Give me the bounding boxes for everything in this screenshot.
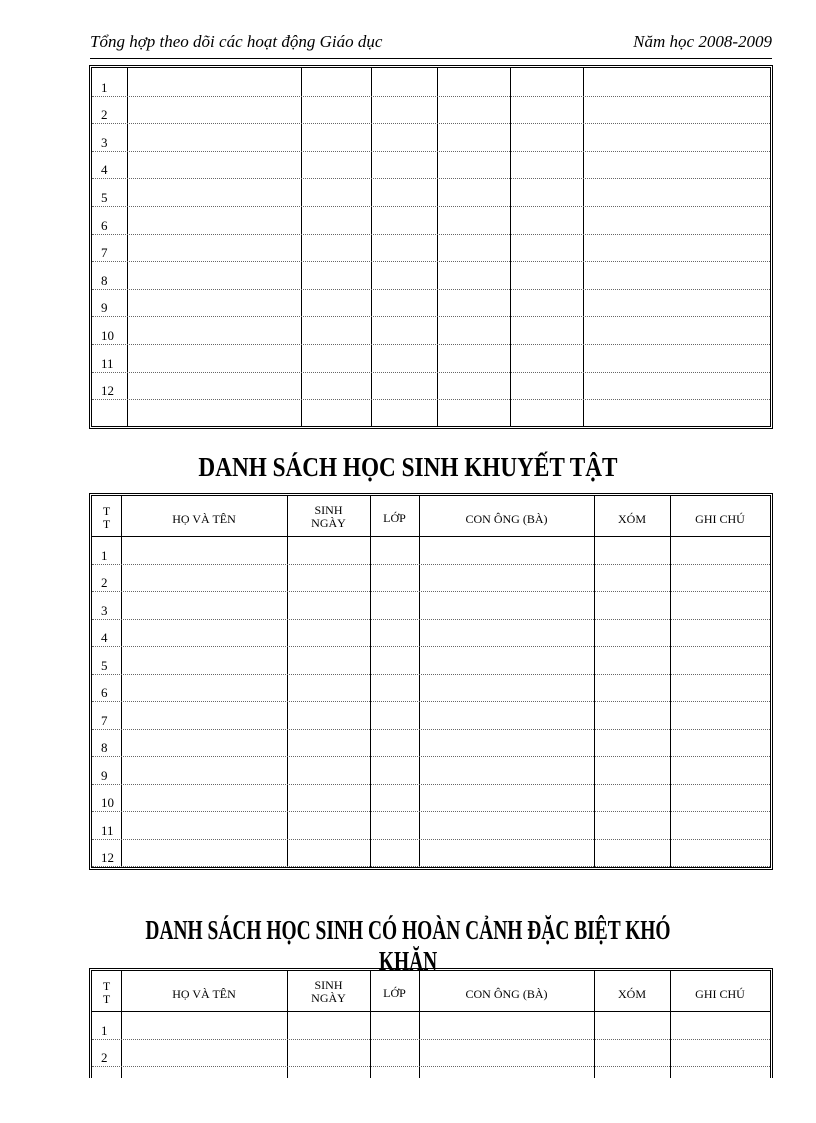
section-title-hardship: DANH SÁCH HỌC SINH CÓ HOÀN CẢNH ĐẶC BIỆT KHÓ KHĂN (145, 915, 671, 976)
t2-row-line (92, 839, 770, 840)
hamlet-header-line: XÓM (617, 987, 646, 1001)
t2-row-number: 3 (101, 602, 108, 618)
t1-row-number: 10 (101, 328, 114, 343)
note-header (670, 513, 770, 526)
t1-row-line (92, 316, 770, 317)
t1-row-line (92, 123, 770, 124)
table-hardship-students (89, 968, 773, 1078)
t2-row-number: 6 (101, 685, 108, 700)
class-header (370, 987, 419, 1000)
t1-row-line (92, 261, 770, 262)
t2-row-line (92, 784, 770, 785)
t2-row-line (92, 646, 770, 647)
t2-row-line (92, 811, 770, 812)
t1-row-number: 3 (101, 134, 108, 150)
t1-row-number: 4 (101, 162, 108, 178)
name-header (121, 988, 287, 1001)
t1-row-number: 6 (101, 217, 108, 233)
header-divider (90, 58, 772, 59)
t3-row-line (92, 1066, 770, 1067)
t1-row-line (92, 289, 770, 290)
t1-row-number: 2 (101, 107, 108, 123)
t2-row-number: 8 (101, 740, 108, 755)
note-header-line: GHI CHÚ (695, 512, 745, 526)
hamlet-header-line: XÓM (617, 512, 646, 526)
t2-row-number: 9 (101, 767, 108, 783)
t1-row-line (92, 399, 770, 400)
t3-header-divider (92, 1011, 770, 1012)
parent-header (419, 513, 594, 526)
t1-row-number: 1 (101, 79, 108, 95)
t2-row-number: 10 (101, 795, 114, 810)
tt-header-line: T (102, 979, 111, 993)
tt-header-line: T (102, 992, 111, 1006)
birth-date-header-line: NGÀY (311, 991, 346, 1005)
class-header-line: LỚP (383, 511, 406, 525)
birth-date-header-line: SINH (314, 978, 343, 992)
t1-row-number: 12 (101, 383, 114, 399)
section-title-disabled: DANH SÁCH HỌC SINH KHUYẾT TẬT (198, 452, 618, 482)
table-continuation (89, 65, 773, 429)
hamlet-header (594, 513, 670, 526)
t2-row-number: 11 (101, 822, 114, 838)
t2-row-number: 12 (101, 850, 114, 865)
t1-row-line (92, 96, 770, 97)
t3-row-number: 1 (101, 1022, 108, 1038)
t1-row-line (92, 372, 770, 373)
t1-row-number: 7 (101, 245, 108, 261)
t1-row-number: 8 (101, 272, 108, 288)
t2-row-line (92, 619, 770, 620)
t2-row-line (92, 866, 770, 867)
t2-row-line (92, 564, 770, 565)
birth-date-header (287, 979, 370, 1005)
birth-date-header (287, 504, 370, 530)
t1-row-number: 11 (101, 355, 114, 371)
name-header (121, 513, 287, 526)
note-header-line: GHI CHÚ (695, 987, 745, 1001)
t2-row-line (92, 729, 770, 730)
t2-row-line (92, 674, 770, 675)
hamlet-header (594, 988, 670, 1001)
tt-header-line: T (102, 517, 111, 531)
tt-header (92, 505, 121, 531)
name-header-line: HỌ VÀ TÊN (172, 512, 236, 526)
page-header (90, 32, 772, 58)
t1-row-line (92, 344, 770, 345)
table-disabled-students (89, 493, 773, 870)
t2-row-number: 5 (101, 657, 108, 673)
t1-row-line (92, 151, 770, 152)
t1-row-line (92, 206, 770, 207)
name-header-line: HỌ VÀ TÊN (172, 987, 236, 1001)
t2-row-line (92, 701, 770, 702)
t1-row-line (92, 178, 770, 179)
class-header-line: LỚP (383, 986, 406, 1000)
tt-header (92, 980, 121, 1006)
parent-header (419, 988, 594, 1001)
t2-row-number: 1 (101, 547, 108, 563)
birth-date-header-line: NGÀY (311, 516, 346, 530)
t2-row-line (92, 591, 770, 592)
header-school-year: Năm học 2008-2009 (633, 32, 772, 51)
t3-row-number: 2 (101, 1050, 108, 1065)
t1-row-line (92, 234, 770, 235)
parent-header-line: CON ÔNG (BÀ) (465, 987, 548, 1001)
header-title: Tổng hợp theo dõi các hoạt động Giáo dục (90, 32, 383, 51)
class-header (370, 512, 419, 525)
t2-row-line (92, 756, 770, 757)
t2-row-number: 7 (101, 712, 108, 728)
note-header (670, 988, 770, 1001)
t1-row-number: 9 (101, 300, 108, 316)
t3-row-line (92, 1039, 770, 1040)
t1-row-number: 5 (101, 190, 108, 205)
tt-header-line: T (102, 504, 111, 518)
birth-date-header-line: SINH (314, 503, 343, 517)
t2-header-divider (92, 536, 770, 537)
t2-row-number: 4 (101, 630, 108, 645)
parent-header-line: CON ÔNG (BÀ) (465, 512, 548, 526)
t2-row-number: 2 (101, 575, 108, 590)
